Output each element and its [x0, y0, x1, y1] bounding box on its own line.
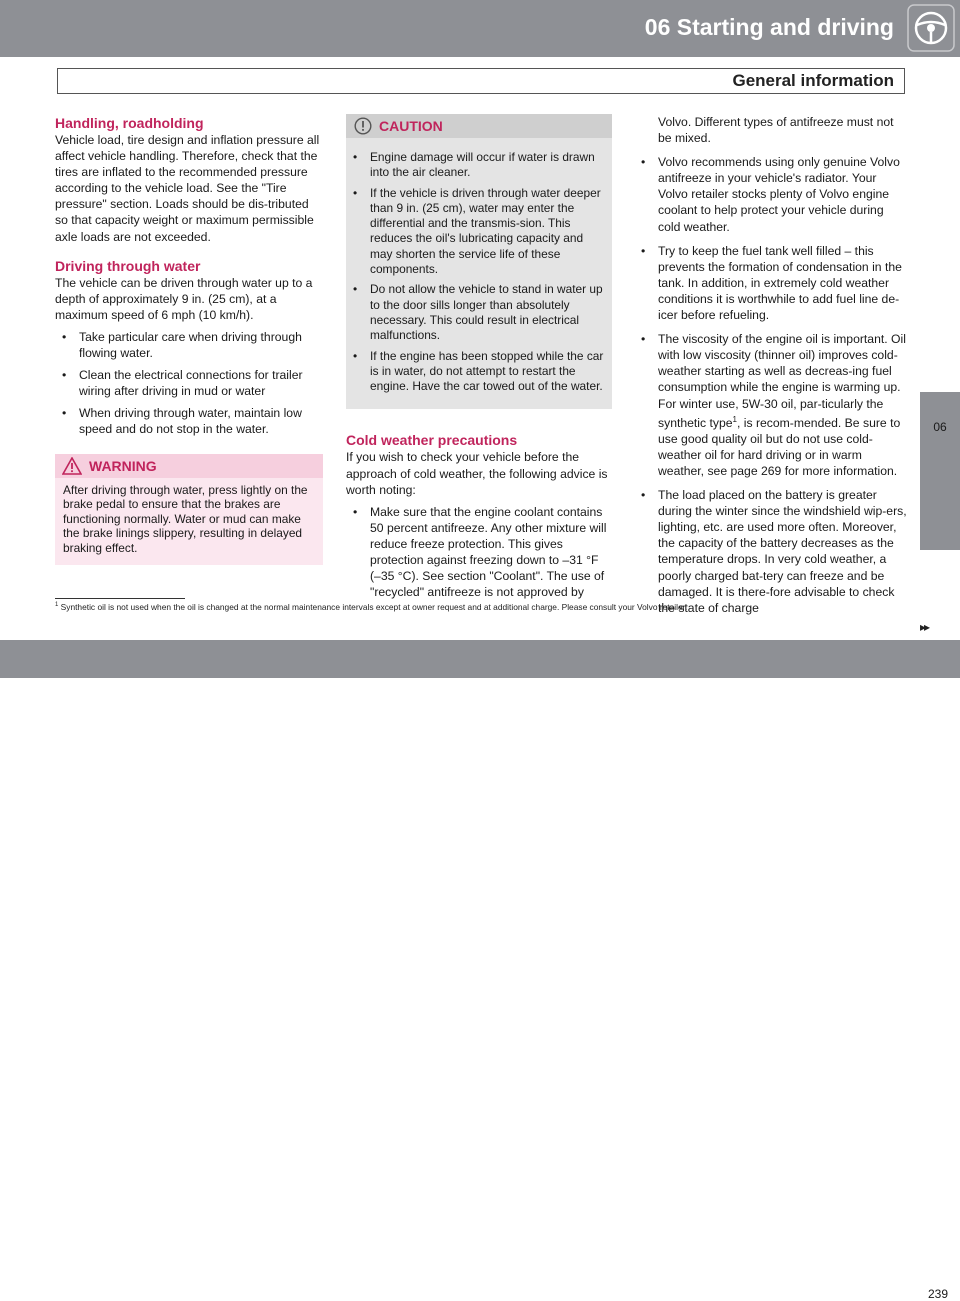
list-item: • Try to keep the fuel tank well filled – this prevents the formation of condensation in the tank. In addition, in extremely cold weather conditions it is worthwhile to add fuel line de-icer before refueling.: [641, 243, 902, 323]
caution-bullet-list: [346, 138, 612, 394]
warning-triangle-icon: [62, 457, 82, 475]
section-header-box: [57, 68, 905, 94]
header-band: [0, 0, 960, 57]
section-title: General information: [732, 71, 894, 90]
footnote-text: Synthetic oil is not used when the oil is changed at the normal maintenance intervals except at owner request and at additional charge. Please consult your Volvo retailer.: [60, 602, 688, 612]
list-item: • The viscosity of the engine oil is important. Oil with low viscosity (thinner oil) improves cold-weather starting as well as decreas-ing fuel consumption while the engine is warming up. For winter use, 5W-30 oil, par-ticularly the synthetic type$^1$, is recom-mended. Be sure to use good quality oil but do not use cold-weather oil for hard driving or in warm weather, see page 269 for more information.: [641, 332, 906, 478]
warning-box: [55, 454, 323, 566]
footnote: [55, 602, 687, 612]
list-item: • Take particular care when driving through flowing water.: [62, 329, 302, 361]
next-page-arrows-icon: ▸▸: [920, 620, 929, 634]
list-item: • Clean the electrical connections for trailer wiring after driving in mud or water: [62, 368, 303, 399]
cold-weather-bullet-list: [346, 504, 612, 601]
footnote-marker: 1: [55, 602, 59, 609]
list-item: • If the engine has been stopped while the car is in water, do not attempt to restart the engine. Have the car towed out of the water.: [353, 348, 604, 394]
column-1: [55, 114, 323, 565]
continued-text: Volvo. Different types of antifreeze must not be mixed.: [658, 115, 894, 146]
footnote-ref: 1: [732, 414, 737, 424]
list-item: • Do not allow the vehicle to stand in water up to the door sills longer than absolutely necessary. This could result in electrical malfunctions.: [353, 282, 603, 343]
list-item: • Engine damage will occur if water is drawn into the air cleaner.: [353, 150, 595, 180]
caution-label: CAUTION: [379, 118, 443, 134]
cold-weather-bullet-list-continued: [634, 154, 908, 616]
handling-heading: Handling, roadholding: [55, 115, 204, 131]
footer-band: [0, 640, 960, 1301]
cold-weather-paragraph: If you wish to check your vehicle before the approach of cold weather, the following advice is worth noting:: [346, 450, 608, 497]
list-item: • If the vehicle is driven through water deeper than 9 in. (25 cm), water may enter the differential and the transmis-sion. This reduces the oil's lubricating capacity and may shorten the service life of these components.: [353, 185, 601, 277]
column-2: [346, 114, 612, 600]
cold-weather-heading: Cold weather precautions: [346, 432, 518, 449]
handling-paragraph: Vehicle load, tire design and inflation pressure all affect vehicle handling. Therefore, check that the tires are inflated to the recommended pressure according to the vehicle load. See the "Tire pressure" section. Loads should be dis-tributed so that capacity weight or maximum permissible axle loads are not exceeded.: [55, 133, 320, 244]
warning-header: [55, 454, 323, 478]
list-item: • Make sure that the engine coolant contains 50 percent antifreeze. Any other mixture will reduce freeze protection. This gives protection against freezing down to –31 °F (–35 °C). See section "Coolant". The use of "recycled" antifreeze is not approved by: [353, 504, 607, 600]
water-paragraph: The vehicle can be driven through water up to a depth of approximately 9 in. (25 cm), at a maximum speed of 6 mph (10 km/h).: [55, 275, 313, 322]
caution-header: [346, 114, 612, 138]
caution-box: [346, 114, 612, 409]
side-tab-label: 06: [933, 420, 947, 434]
warning-label: WARNING: [89, 457, 157, 474]
list-item: • The load placed on the battery is greater during the winter since the windshield wip-ers, lighting, etc. are used more often. Moreover, the capacity of the battery decreases as the temperature drops. In very cold weather, a poorly charged bat-tery can freeze and be damaged. It is there-fore advisable to check the state of charge: [641, 488, 907, 615]
warning-text: After driving through water, press lightly on the brake pedal to ensure that the brakes are functioning normally. Water or mud can make the brake linings slippery, resulting in delayed braking effect.: [63, 482, 308, 555]
list-item: • Volvo recommends using only genuine Volvo antifreeze in your vehicle's radiator. Your Volvo retailer stocks plenty of Volvo engine coolant to help protect your vehicle during cold weather.: [641, 155, 900, 234]
page-number: 239: [928, 1287, 949, 1301]
water-bullet-list: [55, 329, 323, 438]
steering-wheel-icon: [907, 4, 955, 52]
chapter-side-tab: [920, 392, 960, 550]
footnote-divider: [55, 598, 185, 599]
caution-exclamation-icon: [354, 117, 372, 135]
chapter-title: 06 Starting and driving: [644, 14, 894, 40]
water-heading: Driving through water: [55, 257, 201, 274]
list-item: • When driving through water, maintain low speed and do not stop in the water.: [62, 406, 302, 437]
column-3: [634, 114, 908, 616]
